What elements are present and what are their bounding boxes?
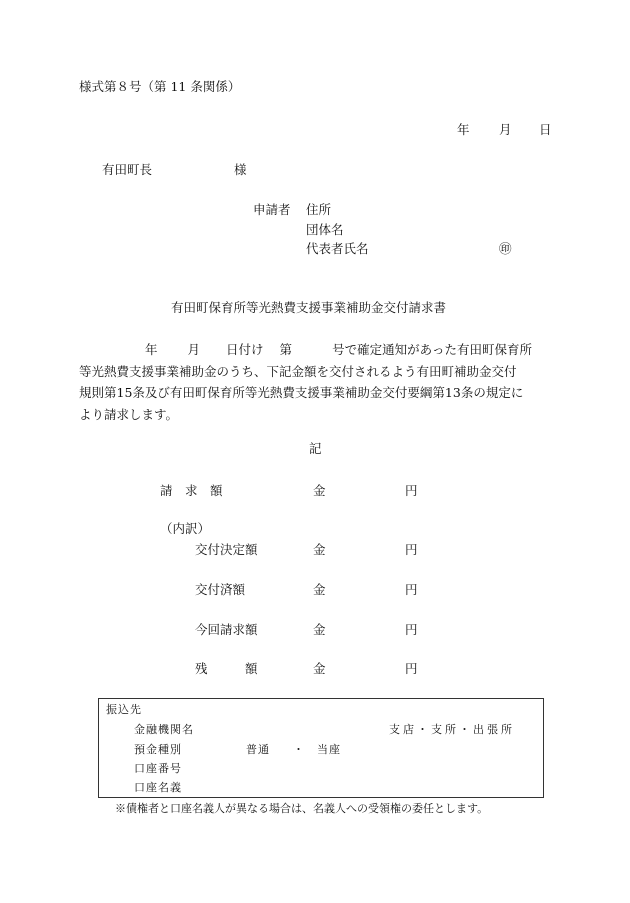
applicant-label: 申請者: [253, 202, 291, 217]
breakdown-label: 交付決定額: [195, 542, 258, 557]
breakdown-label: 交付済額: [195, 582, 246, 597]
account-holder-label: 口座名義: [134, 781, 182, 794]
institution-name-label: 金融機関名: [134, 723, 194, 736]
addressee-name: 有田町長: [102, 162, 153, 177]
addressee-honorific: 様: [234, 162, 247, 177]
seal-mark: ㊞: [499, 241, 512, 256]
account-type-current: 当座: [317, 743, 341, 756]
breakdown-kin: 金: [313, 542, 326, 557]
breakdown-yen: 円: [405, 622, 418, 637]
breakdown-kin: 金: [313, 622, 326, 637]
breakdown-yen: 円: [405, 582, 418, 597]
claim-amount-yen: 円: [405, 483, 418, 498]
breakdown-kin: 金: [313, 661, 326, 676]
paragraph-line-1: 年 月 日付け 第 号で確定通知があった有田町保育所: [145, 342, 532, 357]
paragraph-line-4: より請求します。: [79, 406, 179, 422]
breakdown-label: 今回請求額: [195, 622, 258, 637]
form-number: 様式第８号（第 11 条関係）: [79, 79, 241, 94]
breakdown-yen: 円: [405, 542, 418, 557]
date-year-label: 年: [457, 122, 470, 137]
applicant-representative-label: 代表者氏名: [306, 241, 369, 256]
applicant-org-label: 団体名: [306, 222, 344, 237]
breakdown-heading: （内訳）: [160, 521, 211, 536]
footnote: ※債権者と口座名義人が異なる場合は、名義人への受領権の委任とします。: [115, 802, 489, 815]
breakdown-kin: 金: [313, 582, 326, 597]
breakdown-label: 残 額: [195, 661, 258, 676]
bank-transfer-box: [98, 698, 544, 798]
account-number-label: 口座番号: [134, 762, 182, 775]
account-type-separator: ・: [293, 743, 305, 756]
account-type-label: 預金種別: [134, 743, 182, 756]
date-month-label: 月: [499, 122, 512, 137]
claim-amount-label: 請 求 額: [160, 483, 223, 498]
account-type-ordinary: 普通: [246, 743, 270, 756]
branch-options: 支店・支所・出張所: [389, 723, 515, 736]
ki-heading: 記: [309, 441, 322, 456]
document-title: 有田町保育所等光熱費支援事業補助金交付請求書: [171, 300, 447, 315]
breakdown-yen: 円: [405, 661, 418, 676]
request-paragraph: [79, 339, 551, 425]
paragraph-line-3: 規則第15条及び有田町保育所等光熱費支援事業補助金交付要綱第13条の規定に: [79, 385, 524, 400]
applicant-address-label: 住所: [306, 202, 332, 217]
paragraph-line-2: 等光熱費支援事業補助金のうち、下記金額を交付されるよう有田町補助金交付: [79, 363, 517, 379]
date-day-label: 日: [539, 122, 552, 137]
claim-amount-kin: 金: [313, 483, 326, 498]
bank-box-heading: 振込先: [106, 703, 142, 716]
